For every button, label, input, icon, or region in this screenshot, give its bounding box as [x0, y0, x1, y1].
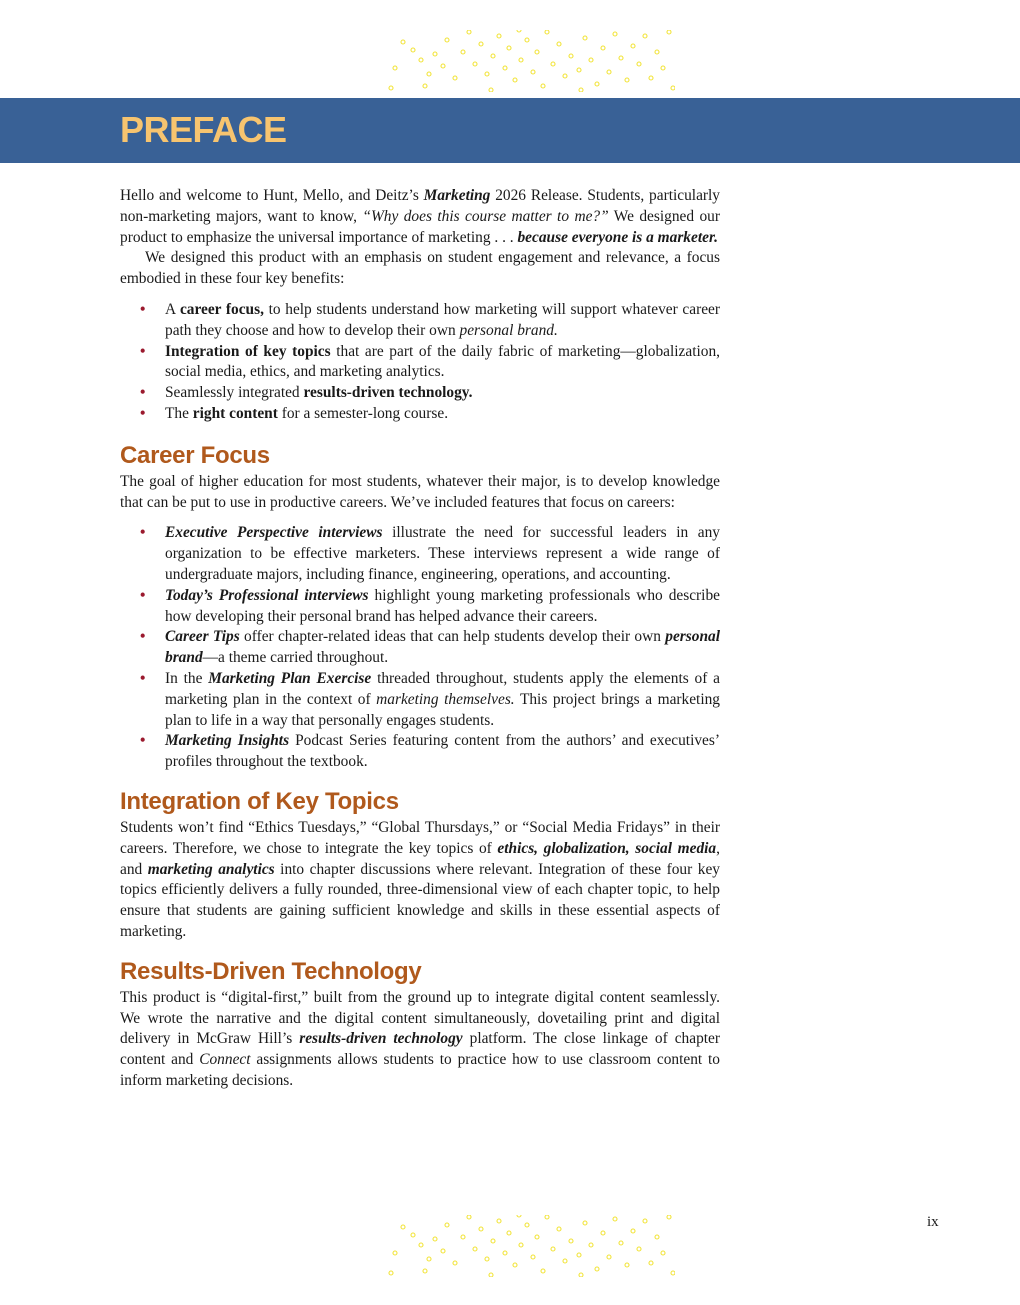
decorative-dot [577, 1253, 581, 1257]
decorative-dot [519, 1243, 523, 1247]
list-item [120, 300, 720, 342]
decorative-dot [445, 38, 449, 42]
text-run: career focus, [179, 300, 264, 318]
section-heading-integration: Integration of Key Topics [120, 787, 399, 815]
text-run: for a semester-long course. [277, 404, 449, 422]
decorative-dot [583, 1221, 587, 1225]
decorative-dot [655, 1235, 659, 1239]
decorative-dot [393, 66, 397, 70]
decorative-dot [489, 1273, 493, 1277]
decorative-dot [535, 1235, 539, 1239]
decorative-dot [661, 66, 665, 70]
text-run: that are part of the daily fabric of marketing—globalization, social media, ethics, and marketing analytics. [165, 342, 720, 381]
text-run: illustrate the need for successful leaders in any organization to be effective marketers. These interviews represent a wide range of undergraduate majors, including finance, engineering, operations, and accounting. [165, 524, 720, 583]
decorative-dot [625, 1263, 629, 1267]
decorative-dot [427, 72, 431, 76]
decorative-dot [479, 1227, 483, 1231]
decorative-dot [445, 1223, 449, 1227]
decorative-dot [579, 1273, 583, 1277]
decorative-dot [541, 84, 545, 88]
text-run: Executive Perspective interviews [165, 524, 383, 542]
page-title: PREFACE [120, 109, 287, 150]
bullet-icon: • [140, 404, 146, 422]
list-item [120, 627, 720, 669]
decorative-dot [569, 1239, 573, 1243]
decorative-dot [423, 1269, 427, 1273]
text-run: Career Tips [165, 628, 240, 646]
list-item [120, 731, 720, 773]
text-run: Hello and welcome to Hunt, Mello, and Deitz’s [120, 187, 424, 204]
decorative-dot [569, 54, 573, 58]
decorative-dot [519, 58, 523, 62]
decorative-dot [671, 86, 675, 90]
text-run: Marketing Plan Exercise [208, 669, 372, 687]
decorative-dot [589, 1243, 593, 1247]
decorative-dots-top [385, 30, 675, 92]
text-run: right content [192, 404, 278, 422]
decorative-dot [491, 54, 495, 58]
text-run: marketing themselves. [376, 690, 515, 708]
decorative-dot [637, 62, 641, 66]
list-item [120, 586, 720, 628]
text-run: Marketing Insights [165, 732, 290, 750]
decorative-dot [563, 1259, 567, 1263]
decorative-dot [613, 1217, 617, 1221]
decorative-dot [541, 1269, 545, 1273]
decorative-dot [389, 86, 393, 90]
decorative-dot [389, 1271, 393, 1275]
page-number: ix [927, 1214, 939, 1230]
decorative-dot [467, 30, 471, 34]
intro-paragraph-2: We designed this product with an emphasis on student engagement and relevance, a focus embodied in these four key benefits: [120, 249, 720, 288]
career-features-list [120, 523, 720, 773]
bullet-icon: • [140, 628, 146, 646]
decorative-dot [655, 50, 659, 54]
decorative-dot [411, 48, 415, 52]
decorative-dot [513, 1263, 517, 1267]
decorative-dot [525, 1223, 529, 1227]
decorative-dot [545, 1215, 549, 1219]
decorative-dot [461, 50, 465, 54]
main-content [120, 186, 720, 1092]
text-run: highlight young marketing professionals who describe how developing their personal brand has helped advance their careers. [165, 586, 720, 625]
decorative-dot [619, 56, 623, 60]
list-item [120, 383, 720, 404]
decorative-dot [507, 46, 511, 50]
preface-banner [0, 98, 1020, 163]
text-run: We designed our product to emphasize the universal importance of marketing . . . [120, 207, 720, 246]
text-run: Podcast Series featuring content from the authors’ and executives’ profiles throughout the textbook. [165, 732, 721, 771]
text-run: Today’s Professional interviews [165, 586, 369, 604]
text-run: threaded throughout, students apply the elements of a marketing plan in the context of [165, 669, 720, 708]
text-run: results-driven technology. [303, 384, 473, 402]
text-run: results-driven technology [299, 1030, 463, 1048]
decorative-dot [643, 34, 647, 38]
text-run: marketing analytics [147, 860, 275, 878]
section-heading-technology: Results-Driven Technology [120, 957, 422, 985]
decorative-dot [557, 42, 561, 46]
bullet-icon: • [140, 586, 146, 604]
decorative-dot [497, 34, 501, 38]
intro-paragraph-1 [120, 186, 720, 248]
decorative-dot [441, 64, 445, 68]
bullet-icon: • [140, 524, 146, 542]
decorative-dot [461, 1235, 465, 1239]
decorative-dot [637, 1247, 641, 1251]
decorative-dot [557, 1227, 561, 1231]
decorative-dot [433, 1237, 437, 1241]
decorative-dot [577, 68, 581, 72]
text-run: Marketing [423, 187, 491, 204]
text-run: into chapter discussions where relevant. Integration of these four key topics efficiently delivers a fully rounded, three-dimensional view of each chapter topic, to help ensure that students are gaining sufficient knowledge and skills in these essential aspects of marketing. [120, 860, 720, 940]
decorative-dot [485, 72, 489, 76]
decorative-dot [427, 1257, 431, 1261]
text-run: assignments allows students to practice how to use classroom content to inform marketing decisions. [120, 1051, 721, 1089]
decorative-dot [631, 44, 635, 48]
decorative-dot [613, 32, 617, 36]
decorative-dot [473, 62, 477, 66]
decorative-dot [491, 1239, 495, 1243]
text-run: The [165, 404, 193, 422]
decorative-dot [473, 1247, 477, 1251]
career-paragraph: The goal of higher education for most students, whatever their major, is to develop knowledge that can be put to use in productive careers. We’ve included features that focus on careers: [120, 472, 720, 511]
decorative-dot [579, 88, 583, 92]
text-run: to help students understand how marketing will support whatever career path they choose and how to develop their own [165, 300, 720, 339]
decorative-dot [563, 74, 567, 78]
text-run: This product is “digital-first,” built from the ground up to integrate digital content seamlessly. We wrote the narrative and the digital content simultaneously, dovetailing print and digital delivery in McGraw Hill’s [120, 988, 720, 1048]
bullet-icon: • [140, 384, 146, 402]
integration-paragraph [120, 818, 720, 943]
decorative-dot [607, 1255, 611, 1259]
decorative-dot [433, 52, 437, 56]
decorative-dots-bottom [385, 1215, 675, 1277]
decorative-dot [607, 70, 611, 74]
decorative-dot [531, 70, 535, 74]
decorative-dot [489, 88, 493, 92]
decorative-dot [551, 62, 555, 66]
text-run: “Why does this course matter to me?” [362, 207, 609, 225]
text-run: offer chapter-related ideas that can help students develop their own [239, 628, 666, 646]
decorative-dot [631, 1229, 635, 1233]
decorative-dot [411, 1233, 415, 1237]
decorative-dot [453, 1261, 457, 1265]
decorative-dot [401, 1225, 405, 1229]
text-run: A [165, 300, 180, 318]
decorative-dot [535, 50, 539, 54]
decorative-dot [497, 1219, 501, 1223]
decorative-dot [479, 42, 483, 46]
decorative-dot [517, 1215, 521, 1217]
list-item [120, 669, 720, 731]
decorative-dot [545, 30, 549, 34]
text-run: because everyone is a marketer. [517, 228, 718, 246]
decorative-dot [513, 78, 517, 82]
text-run: ethics, globalization, social media [497, 839, 717, 857]
decorative-dot [661, 1251, 665, 1255]
text-run: Integration of key topics [165, 342, 331, 360]
decorative-dot [453, 76, 457, 80]
text-run: personal brand [165, 628, 720, 667]
decorative-dot [517, 30, 521, 32]
decorative-dot [601, 46, 605, 50]
decorative-dot [503, 66, 507, 70]
text-run: platform. The close linkage of chapter content and [120, 1030, 721, 1069]
text-run: personal brand. [459, 321, 558, 339]
decorative-dot [551, 1247, 555, 1251]
text-run: Connect [199, 1051, 251, 1069]
decorative-dot [441, 1249, 445, 1253]
bullet-icon: • [140, 300, 146, 318]
technology-paragraph [120, 988, 720, 1092]
decorative-dot [467, 1215, 471, 1219]
decorative-dot [595, 1267, 599, 1271]
decorative-dot [595, 82, 599, 86]
decorative-dot [619, 1241, 623, 1245]
decorative-dot [671, 1271, 675, 1275]
decorative-dot [601, 1231, 605, 1235]
bullet-icon: • [140, 669, 146, 687]
decorative-dot [649, 76, 653, 80]
text-run: Seamlessly integrated [165, 384, 304, 402]
decorative-dot [643, 1219, 647, 1223]
decorative-dot [589, 58, 593, 62]
decorative-dot [525, 38, 529, 42]
decorative-dot [507, 1231, 511, 1235]
text-run: Students won’t find “Ethics Tuesdays,” “Global Thursdays,” or “Social Media Fridays” in their careers. Therefore, we chose to integrate the key topics of [120, 818, 720, 857]
list-item [120, 404, 720, 425]
list-item [120, 342, 720, 384]
decorative-dot [419, 1243, 423, 1247]
text-run: In the [165, 669, 209, 687]
text-run: , and [120, 839, 720, 878]
decorative-dot [667, 30, 671, 34]
key-benefits-list [120, 300, 720, 425]
bullet-icon: • [140, 342, 146, 360]
decorative-dot [423, 84, 427, 88]
text-run: 2026 Release. Students, particularly non-marketing majors, want to know, [120, 187, 720, 225]
section-heading-career-focus: Career Focus [120, 441, 270, 469]
text-run: This project brings a marketing plan to life in a way that personally engages students. [165, 690, 720, 729]
decorative-dot [503, 1251, 507, 1255]
decorative-dot [649, 1261, 653, 1265]
decorative-dot [419, 58, 423, 62]
decorative-dot [401, 40, 405, 44]
decorative-dot [531, 1255, 535, 1259]
list-item [120, 523, 720, 585]
text-run: —a theme carried throughout. [202, 649, 389, 667]
decorative-dot [393, 1251, 397, 1255]
decorative-dot [485, 1257, 489, 1261]
decorative-dot [667, 1215, 671, 1219]
decorative-dot [583, 36, 587, 40]
decorative-dot [625, 78, 629, 82]
bullet-icon: • [140, 732, 146, 750]
